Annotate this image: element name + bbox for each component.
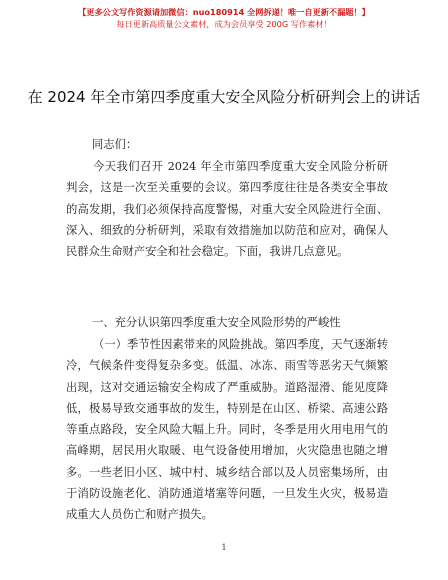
promo-banner — [0, 6, 448, 30]
page-number: 1 — [221, 543, 227, 552]
promo-banner-line1: 【更多公文写作资源请加微信：nuo180914 全网拆递！唯一自更新不漏题！】 — [78, 7, 370, 17]
promo-banner-line2: 每日更新高质量公文素材，成为会员享受 200G 写作素材！ — [116, 19, 332, 29]
greeting: 同志们： — [92, 138, 138, 151]
paragraph-intro: 今天我们召开 2024 年全市第四季度重大安全风险分析研判会，这是一次至关重要的会议。第四季度往往是各类安全事故的高发期，我们必须保持高度警惕，对重大安全风险进行全面、深入、细致的分析研判，采取有效措施加以防范和应对，确保人民群众生命财产安全和社会稳定。下面，我讲几点意见。 — [66, 160, 388, 259]
paragraph-seasonal-risks: （一）季节性因素带来的风险挑战。第四季度，天气逐渐转冷，气候条件变得复杂多变。低温、冰冻、雨雪等恶劣天气频繁出现，这对交通运输安全构成了严重威胁。道路湿滑、能见度降低，极易导致交通事故的发生，特别是在山区、桥梁、高速公路等重点路段，安全风险大幅上升。同时，冬季是用火用电用气的高峰期，居民用火取暖、电气设备使用增加，火灾隐患也随之增多。一些老旧小区、城中村、城乡结合部以及人员密集场所，由于消防设施老化、消防通道堵塞等问题，一旦发生火灾，极易造成重大人员伤亡和财产损失。 — [66, 338, 388, 522]
section-heading-1: 一、充分认识第四季度重大安全风险形势的严峻性 — [92, 316, 341, 329]
document-title: 在 2024 年全市第四季度重大安全风险分析研判会上的讲话 — [27, 88, 421, 106]
